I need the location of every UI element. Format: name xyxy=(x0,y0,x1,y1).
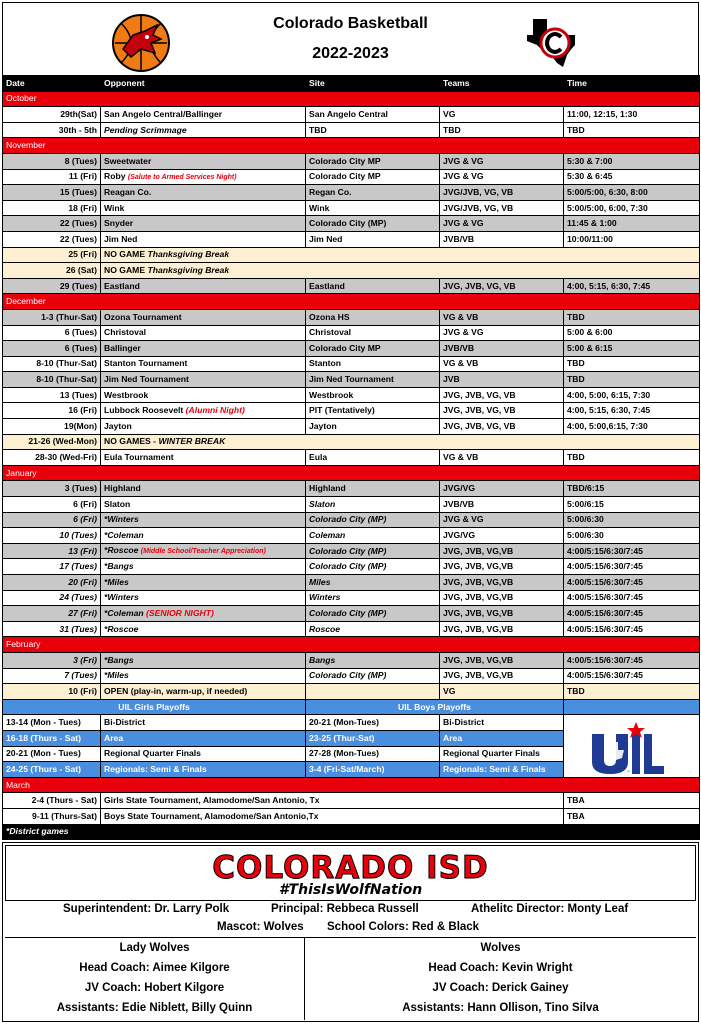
table-row: 15 (Tues) Reagan Co. Regan Co. JVG/JVB, VG, VB 5:00/5:00, 6:30, 8:00 xyxy=(3,185,700,201)
girls-jv-coach: JV Coach: Hobert Kilgore xyxy=(84,982,225,994)
table-row: 21-26 (Wed-Mon) NO GAMES - WINTER BREAK xyxy=(3,434,700,450)
table-row: 6 (Fri) *Winters Colorado City (MP) JVG & VG 5:00/6:30 xyxy=(3,512,700,528)
girls-staff xyxy=(5,938,305,1020)
boys-head-coach: Head Coach: Kevin Wright xyxy=(428,962,573,974)
header xyxy=(2,2,699,75)
column-header-row xyxy=(3,76,700,92)
table-row: 7 (Tues) *Miles Colorado City (MP) JVG, JVB, VG,VB 4:00/5:15/6:30/7:45 xyxy=(3,668,700,684)
col-site: Site xyxy=(306,76,440,92)
uil-logo-text: UIL xyxy=(627,771,631,773)
col-teams: Teams xyxy=(440,76,564,92)
table-row: 27 (Fri) *Coleman (SENIOR NIGHT) Colorado City (MP) JVG, JVB, VG,VB 4:00/5:15/6:30/7:45 xyxy=(3,606,700,622)
table-row: 3 (Fri) *Bangs Bangs JVG, JVB, VG,VB 4:00/5:15/6:30/7:45 xyxy=(3,652,700,668)
table-row: 26 (Sat) NO GAME Thanksgiving Break xyxy=(3,263,700,279)
girls-team-title: Lady Wolves xyxy=(119,942,190,954)
col-date: Date xyxy=(3,76,101,92)
table-row: 24 (Tues) *Winters Winters JVG, JVB, VG,VB 4:00/5:15/6:30/7:45 xyxy=(3,590,700,606)
table-row: 29th(Sat) San Angelo Central/Ballinger San Angelo Central VG 11:00, 12:15, 1:30 xyxy=(3,107,700,123)
brand-name: COLORADO ISD xyxy=(212,850,489,886)
table-row: 30th - 5th Pending Scrimmage TBD TBD TBD xyxy=(3,122,700,138)
col-opponent: Opponent xyxy=(101,76,306,92)
girls-assistants: Assistants: Edie Niblett, Billy Quinn xyxy=(56,1002,253,1014)
table-row: 1-3 (Thur-Sat) Ozona Tournament Ozona HS VG & VB TBD xyxy=(3,309,700,325)
playoffs-row: 20-21 (Mon - Tues) Regional Quarter Finals 27-28 (Mon-Tues) Regional Quarter Finals xyxy=(3,746,700,762)
girls-head-coach: Head Coach: Aimee Kilgore xyxy=(79,962,230,974)
table-row: 8-10 (Thur-Sat) Stanton Tournament Stanton VG & VB TBD xyxy=(3,356,700,372)
title-text: Colorado Basketball xyxy=(273,15,428,32)
school-colors-text: School Colors: Red & Black xyxy=(327,921,480,933)
athletic-director-text: Athelitc Director: Monty Leaf xyxy=(471,903,629,915)
table-row: 8 (Tues) Sweetwater Colorado City MP JVG & VG 5:30 & 7:00 xyxy=(3,153,700,169)
table-row: 10 (Tues) *Coleman Coleman JVG/VG 5:00/6:30 xyxy=(3,528,700,544)
table-row: 17 (Tues) *Bangs Colorado City (MP) JVG, JVB, VG,VB 4:00/5:15/6:30/7:45 xyxy=(3,559,700,575)
table-row: 20 (Fri) *Miles Miles JVG, JVB, VG,VB 4:00/5:15/6:30/7:45 xyxy=(3,575,700,591)
uil-logo-icon xyxy=(588,720,666,775)
principal-text: Principal: Rebbeca Russell xyxy=(271,903,419,915)
table-row: 31 (Tues) *Roscoe Roscoe JVG, JVB, VG,VB 4:00/5:15/6:30/7:45 xyxy=(3,621,700,637)
district-note-row: *District games xyxy=(3,824,700,840)
playoffs-row: 16-18 (Thurs - Sat) Area 23-25 (Thur-Sat) Area xyxy=(3,730,700,746)
table-row: 11 (Fri) Roby (Salute to Armed Services Night) Colorado City MP JVG & VG 5:30 & 6:45 xyxy=(3,169,700,185)
texas-c-logo-icon xyxy=(523,15,583,71)
season-text: 2022-2023 xyxy=(312,45,389,62)
boys-team-title: Wolves xyxy=(480,942,521,954)
table-row: 9-11 (Thurs-Sat) Boys State Tournament, Alamodome/San Antonio,Tx TBA xyxy=(3,808,700,824)
footer xyxy=(2,842,699,1022)
table-row: 16 (Fri) Lubbock Roosevelt (Alumni Night) PIT (Tentatively) JVG, JVB, VG, VB 4:00, 5:15, 6:30, 7:45 xyxy=(3,403,700,419)
brand-banner xyxy=(5,845,696,901)
table-row: 2-4 (Thurs - Sat) Girls State Tournament, Alamodome/San Antonio, Tx TBA xyxy=(3,793,700,809)
boys-jv-coach: JV Coach: Derick Gainey xyxy=(432,982,569,994)
boys-assistants: Assistants: Hann Ollison, Tino Silva xyxy=(402,1002,599,1014)
boys-staff xyxy=(305,938,696,1020)
superintendent-text: Superintendent: Dr. Larry Polk xyxy=(63,903,230,915)
month-row-march: March xyxy=(3,777,700,793)
table-row: 8-10 (Thur-Sat) Jim Ned Tournament Jim Ned Tournament JVB TBD xyxy=(3,372,700,388)
month-row-february: February xyxy=(3,637,700,653)
table-row: 6 (Tues) Ballinger Colorado City MP JVB/VB 5:00 & 6:15 xyxy=(3,341,700,357)
table-row: 3 (Tues) Highland Highland JVG/VG TBD/6:15 xyxy=(3,481,700,497)
playoffs-row: 13-14 (Mon - Tues) Bi-District 20-21 (Mon-Tues) Bi-District xyxy=(3,715,700,731)
mascot-text: Mascot: Wolves xyxy=(217,921,304,933)
playoffs-row: 24-25 (Thurs - Sat) Regionals: Semi & Finals 3-4 (Fri-Sat/March) Regionals: Semi & Finals xyxy=(3,762,700,778)
table-row: 13 (Fri) *Roscoe (Middle School/Teacher Appreciation) Colorado City (MP) JVG, JVB, VG,VB 4:00/5:15/6:30/7:45 xyxy=(3,543,700,559)
col-time: Time xyxy=(564,76,700,92)
month-row-january: January xyxy=(3,465,700,481)
table-row: 22 (Tues) Jim Ned Jim Ned JVB/VB 10:00/11:00 xyxy=(3,231,700,247)
coaching-staff xyxy=(5,937,696,1019)
table-row: 29 (Tues) Eastland Eastland JVG, JVB, VG, VB 4:00, 5:15, 6:30, 7:45 xyxy=(3,278,700,294)
month-row-december: December xyxy=(3,294,700,310)
month-row-october: October xyxy=(3,91,700,107)
table-row: 25 (Fri) NO GAME Thanksgiving Break xyxy=(3,247,700,263)
month-row-november: November xyxy=(3,138,700,154)
brand-tagline: #ThisIsWolfNation xyxy=(278,882,423,898)
table-row: 19(Mon) Jayton Jayton JVG, JVB, VG, VB 4:00, 5:00,6:15, 7:30 xyxy=(3,419,700,435)
table-row: 18 (Fri) Wink Wink JVG/JVB, VG, VB 5:00/5:00, 6:00, 7:30 xyxy=(3,200,700,216)
table-row: 6 (Fri) Slaton Slaton JVB/VB 5:00/6:15 xyxy=(3,497,700,513)
table-row: 10 (Fri) OPEN (play-in, warm-up, if needed) VG TBD xyxy=(3,684,700,700)
table-row: 13 (Tues) Westbrook Westbrook JVG, JVB, VG, VB 4:00, 5:00, 6:15, 7:30 xyxy=(3,387,700,403)
table-row: 22 (Tues) Snyder Colorado City (MP) JVG & VG 11:45 & 1:00 xyxy=(3,216,700,232)
table-row: 28-30 (Wed-Fri) Eula Tournament Eula VG & VB TBD xyxy=(3,450,700,466)
playoffs-header-row: UIL Girls Playoffs UIL Boys Playoffs xyxy=(3,699,700,715)
table-row: 6 (Tues) Christoval Christoval JVG & VG 5:00 & 6:00 xyxy=(3,325,700,341)
